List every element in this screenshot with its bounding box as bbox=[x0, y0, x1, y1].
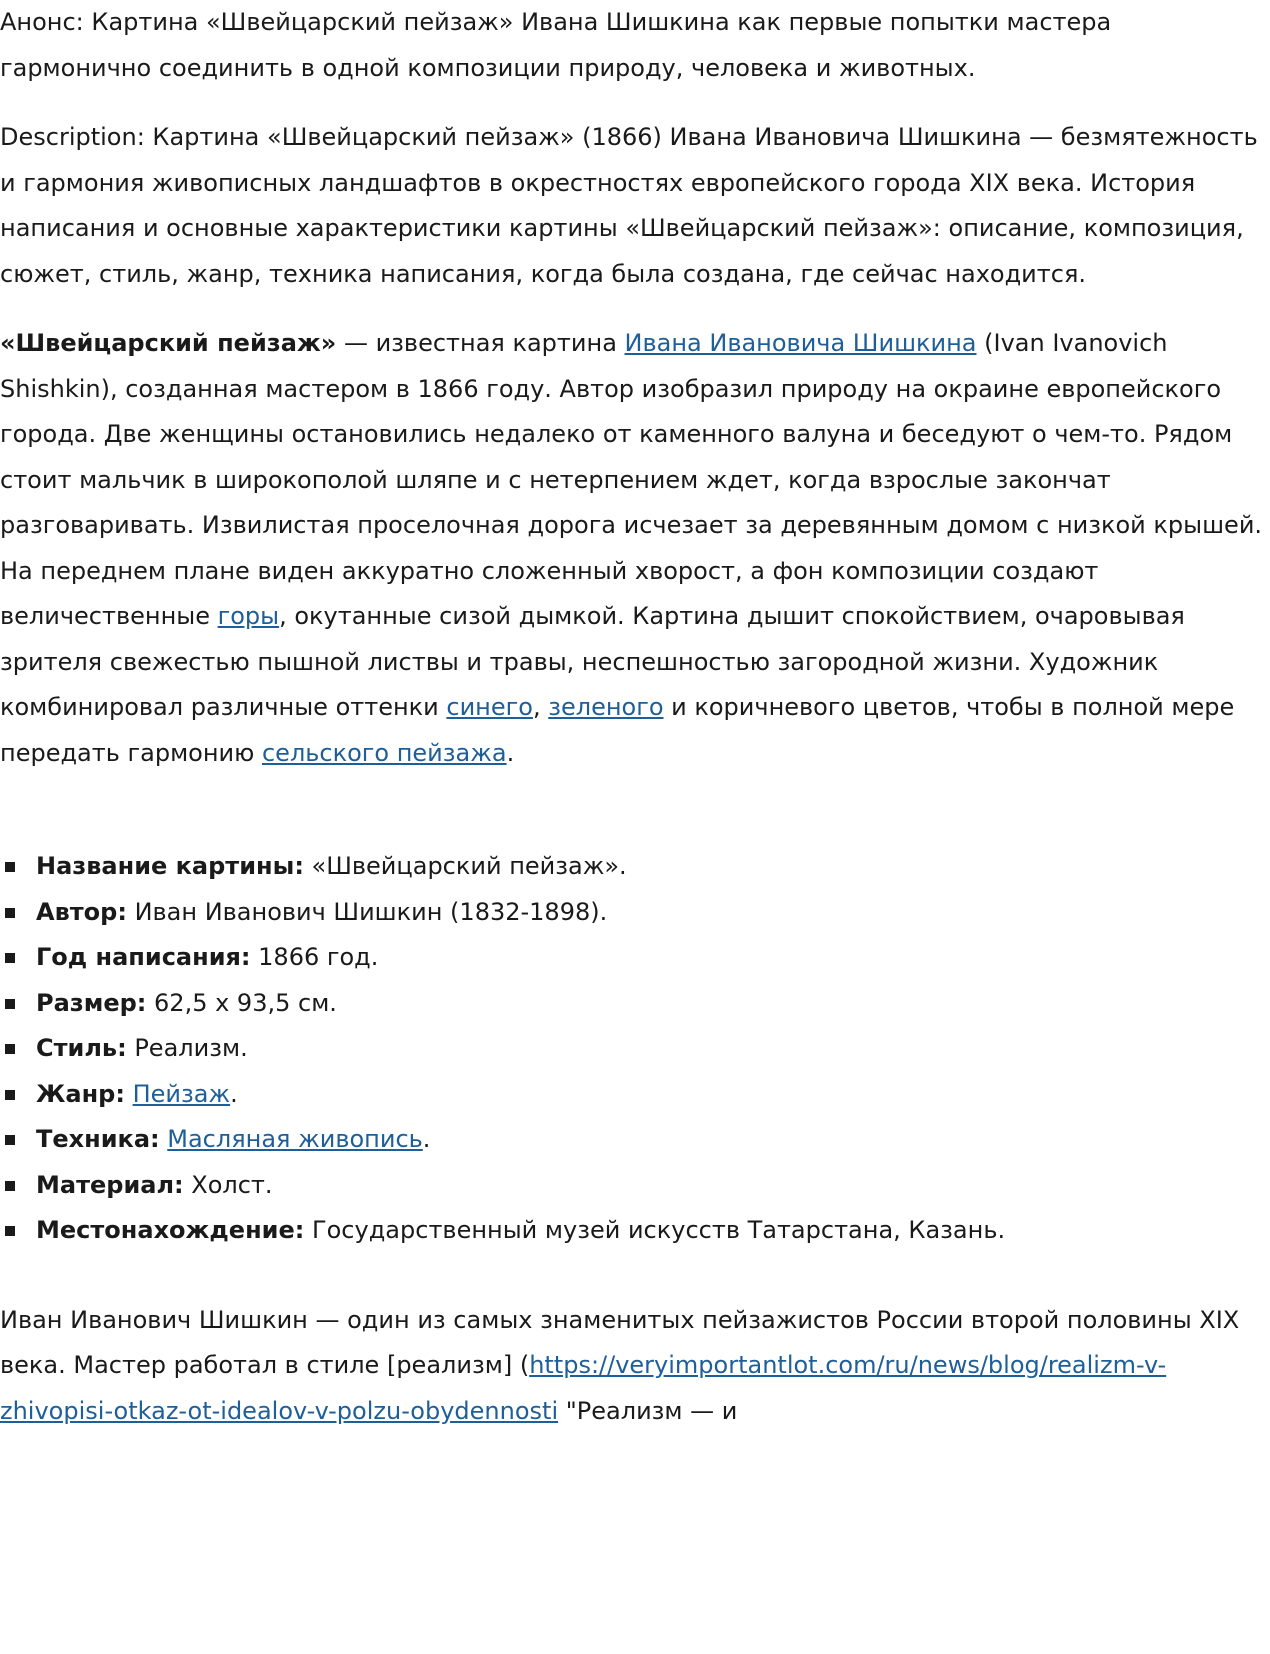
spec-label: Год написания: bbox=[36, 943, 251, 971]
link-genre-landscape[interactable]: Пейзаж bbox=[132, 1079, 231, 1108]
bio-paragraph bbox=[0, 1298, 1266, 1435]
description-text: Картина «Швейцарский пейзаж» (1866) Ивана Ивановича Шишкина — безмятежность и гармония живописных ландшафтов в окрестностях европейского города XIX века. История написания и основные характеристики картины «Швейцарский пейзаж»: описание, композиция, сюжет, стиль, жанр, техника написания, когда была создана, где сейчас находится. bbox=[0, 123, 1258, 288]
link-oil-painting[interactable]: Масляная живопись bbox=[167, 1125, 423, 1153]
spec-label: Техника: bbox=[36, 1125, 160, 1153]
text-segment: . bbox=[506, 738, 515, 767]
spec-label: Размер: bbox=[36, 988, 147, 1017]
spec-value: Иван Иванович Шишкин (1832-1898). bbox=[126, 897, 608, 926]
spec-value: . bbox=[230, 1079, 238, 1108]
text-segment: , bbox=[532, 693, 549, 721]
spec-label: Жанр: bbox=[36, 1079, 125, 1108]
text-segment: — известная картина bbox=[336, 329, 625, 357]
spec-value bbox=[125, 1080, 133, 1108]
link-green[interactable]: зеленого bbox=[548, 693, 664, 721]
spec-value: . bbox=[422, 1125, 431, 1153]
link-realism-article[interactable]: https://veryimportantlot.com/ru/news/blog/realizm-v-zhivopisi-otkaz-ot-idealov-v-polzu-obydennosti bbox=[0, 1351, 1167, 1425]
text-segment: и коричневого цветов, чтобы в полной мере передать гармонию bbox=[0, 693, 1235, 767]
bullet-icon bbox=[5, 862, 15, 872]
link-mountains[interactable]: горы bbox=[217, 602, 280, 630]
announce-paragraph bbox=[0, 0, 1266, 91]
link-blue[interactable]: синего bbox=[446, 693, 533, 721]
text-segment: , окутанные сизой дымкой. Картина дышит спокойствием, очаровывая зрителя свежестью пышной листвы и травы, неспешностью загородной жизни. Художник комбинировал различные оттенки bbox=[0, 602, 1185, 721]
main-paragraph bbox=[0, 321, 1266, 776]
bullet-icon bbox=[5, 908, 15, 918]
spec-value: Государственный музей искусств Татарстана, Казань. bbox=[304, 1216, 1006, 1244]
spec-value: Холст. bbox=[183, 1170, 273, 1199]
bullet-icon bbox=[5, 1090, 15, 1100]
description-label: Description: bbox=[0, 123, 145, 151]
text-segment: (Ivan Ivanovich Shishkin), созданная мастером в 1866 году. Автор изобразил природу на окраине европейского города. Две женщины остановились недалеко от каменного валуна и беседуют о чем-то. Рядом стоит мальчик в широкополой шляпе и с нетерпением ждет, когда взрослые закончат разговаривать. Извилистая проселочная дорога исчезает за деревянным домом с низкой крышей. На переднем плане виден аккуратно сложенный хворост, а фон композиции создают величественные bbox=[0, 329, 1263, 630]
bullet-icon bbox=[5, 953, 15, 963]
spec-item-style bbox=[0, 1026, 1266, 1072]
spec-value: «Швейцарский пейзаж». bbox=[303, 852, 627, 880]
link-artist[interactable]: Ивана Ивановича Шишкина bbox=[624, 329, 977, 357]
bullet-icon bbox=[5, 1181, 15, 1191]
spec-item-author bbox=[0, 890, 1266, 936]
bullet-icon bbox=[5, 999, 15, 1009]
specs-list bbox=[0, 844, 1266, 1254]
spec-label: Автор: bbox=[36, 897, 127, 926]
bullet-icon bbox=[5, 1135, 15, 1145]
painting-title: «Швейцарский пейзаж» bbox=[0, 329, 337, 357]
link-rural-landscape[interactable]: сельского пейзажа bbox=[261, 738, 507, 767]
spec-item-genre bbox=[0, 1072, 1266, 1118]
spec-label: Название картины: bbox=[36, 852, 304, 880]
announce-text: Картина «Швейцарский пейзаж» Ивана Шишкина как первые попытки мастера гармонично соединить в одной композиции природу, человека и животных. bbox=[0, 8, 1112, 82]
description-paragraph bbox=[0, 115, 1266, 297]
announce-label: Анонс: bbox=[0, 8, 84, 36]
spec-label: Стиль: bbox=[36, 1034, 127, 1062]
spec-value: Реализм. bbox=[126, 1034, 248, 1062]
spec-label: Местонахождение: bbox=[36, 1216, 305, 1244]
spec-label: Материал: bbox=[36, 1170, 184, 1199]
spec-item-title bbox=[0, 844, 1266, 890]
bullet-icon bbox=[5, 1044, 15, 1054]
text-segment: Иван Иванович Шишкин — один из самых знаменитых пейзажистов России второй половины XIX века. Мастер работал в стиле [реализм] ( bbox=[0, 1305, 1240, 1379]
spec-item-technique bbox=[0, 1117, 1266, 1163]
spec-value: 62,5 х 93,5 см. bbox=[146, 988, 337, 1017]
spacer bbox=[0, 800, 1266, 844]
bullet-icon bbox=[5, 1226, 15, 1236]
spec-item-size bbox=[0, 981, 1266, 1027]
spec-item-location bbox=[0, 1208, 1266, 1254]
spec-value: 1866 год. bbox=[250, 943, 379, 971]
text-segment: "Реализм — и bbox=[558, 1396, 738, 1425]
spec-item-material bbox=[0, 1163, 1266, 1209]
spec-item-year bbox=[0, 935, 1266, 981]
